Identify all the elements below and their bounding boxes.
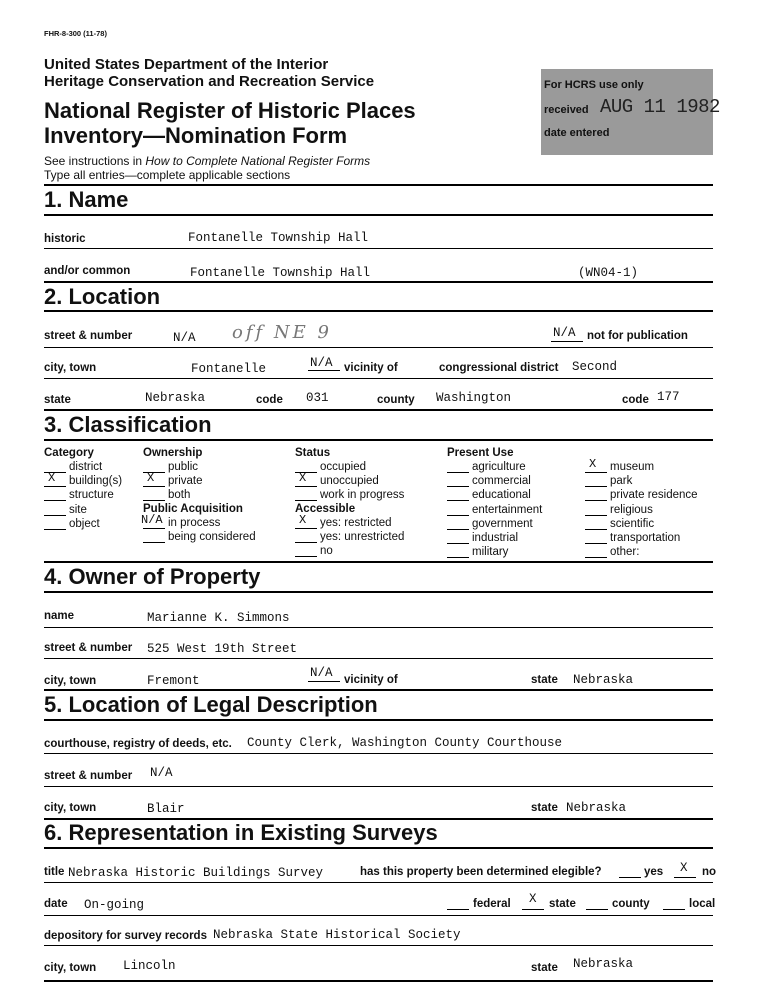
checkbox-blank <box>585 543 607 544</box>
checkbox-blank <box>447 543 469 544</box>
survey-date-label: date <box>44 898 68 910</box>
vicinity-label: vicinity of <box>344 362 398 374</box>
checkbox-blank <box>44 529 66 530</box>
checkbox-label: industrial <box>472 532 519 544</box>
classification-column-heading: Category <box>44 447 94 459</box>
checkbox-blank <box>585 529 607 530</box>
checkbox-blank <box>143 500 165 501</box>
section-5-heading: 5. Location of Legal Description <box>44 692 378 717</box>
legal-street-label: street & number <box>44 770 133 782</box>
checkbox-label: park <box>610 475 633 488</box>
checkbox-blank <box>447 472 469 473</box>
checkbox-blank <box>295 542 317 543</box>
checkbox-blank <box>447 486 469 487</box>
state-level-blank <box>522 909 544 910</box>
county-code-value: 177 <box>657 390 680 404</box>
owner-vicinity-mark: N/A <box>310 666 333 680</box>
instructions <box>44 154 370 168</box>
county-code-label: code <box>622 394 649 406</box>
vicinity-mark: N/A <box>310 356 333 370</box>
no-mark: X <box>680 861 688 875</box>
rule <box>44 310 713 312</box>
legal-state-label: state <box>531 802 558 814</box>
classification-column-heading: Ownership <box>143 447 203 459</box>
checkbox-blank <box>585 557 607 558</box>
survey-title-value: Nebraska Historic Buildings Survey <box>68 866 324 880</box>
hcrs-stamp-box <box>541 69 720 155</box>
checkbox-mark: X <box>147 471 155 486</box>
code-value: 031 <box>306 391 329 405</box>
checkbox-blank <box>585 500 607 501</box>
checkbox-blank <box>44 486 66 487</box>
checkbox-label: private <box>168 475 203 488</box>
checkbox-label: unoccupied <box>320 475 379 488</box>
rule <box>44 248 713 249</box>
county-level-blank <box>586 909 608 910</box>
owner-vicinity-blank <box>308 681 340 682</box>
local-level-blank <box>663 909 685 910</box>
common-label: and/or common <box>44 265 131 277</box>
federal-label: federal <box>473 898 511 910</box>
checkbox-blank <box>143 486 165 487</box>
survey-state-label: state <box>531 962 558 974</box>
checkbox-blank <box>585 472 607 473</box>
checkbox-label: educational <box>472 489 531 502</box>
owner-state-value: Nebraska <box>573 673 634 687</box>
checkbox-label: object <box>69 517 100 530</box>
form-title-line2: Inventory—Nomination Form <box>44 123 348 148</box>
checkbox-label: other: <box>610 546 640 559</box>
checkbox-label: public <box>168 461 199 473</box>
owner-state-label: state <box>531 674 558 686</box>
rule <box>44 882 713 883</box>
checkbox-label: entertainment <box>472 503 543 516</box>
classification-column-heading: Status <box>295 447 331 459</box>
county-level-label: county <box>612 898 650 910</box>
section-2-heading: 2. Location <box>44 284 161 309</box>
instructions-title: How to Complete National Register Forms <box>145 154 371 168</box>
no-label: no <box>702 866 717 878</box>
checkbox-blank <box>295 486 317 487</box>
section-3-heading: 3. Classification <box>44 412 212 437</box>
state-level-mark: X <box>529 892 537 906</box>
rule <box>44 689 713 691</box>
checkbox-label: structure <box>69 489 114 502</box>
rule <box>44 945 713 946</box>
county-label: county <box>377 394 415 406</box>
checkbox-blank <box>44 515 66 516</box>
rule <box>44 184 713 186</box>
historic-label: historic <box>44 233 86 245</box>
checkbox-blank <box>143 528 165 529</box>
classification-column-heading: Accessible <box>295 503 356 515</box>
checkbox-label: both <box>168 489 191 502</box>
rule <box>44 378 713 379</box>
survey-date-value: On-going <box>84 898 145 912</box>
checkbox-label: government <box>472 517 533 530</box>
state-level-label: state <box>549 898 576 910</box>
nfp-blank <box>551 341 583 342</box>
street-label: street & number <box>44 330 133 342</box>
rule <box>44 561 713 563</box>
checkbox-blank <box>585 515 607 516</box>
service-name: Heritage Conservation and Recreation Service <box>44 73 375 90</box>
legal-city-value: Blair <box>147 802 185 816</box>
no-blank <box>674 877 696 878</box>
checkbox-label: museum <box>610 461 655 473</box>
rule <box>44 627 713 628</box>
courthouse-label: courthouse, registry of deeds, etc. <box>44 738 232 750</box>
classification-column-heading: Present Use <box>447 447 514 459</box>
stamp-entered-label: date entered <box>544 127 610 139</box>
owner-street-value: 525 West 19th Street <box>147 642 298 656</box>
survey-state-value: Nebraska <box>573 957 634 971</box>
congressional-label: congressional district <box>439 362 559 374</box>
checkbox-mark: X <box>48 471 56 486</box>
checkbox-blank <box>44 500 66 501</box>
depository-label: depository for survey records <box>44 930 207 942</box>
owner-city-value: Fremont <box>147 674 200 688</box>
rule <box>44 753 713 754</box>
checkbox-mark: X <box>299 471 307 486</box>
street-handwritten: off NE 9 <box>232 322 332 343</box>
legal-state-value: Nebraska <box>566 801 627 815</box>
checkbox-label: private residence <box>610 489 698 502</box>
yes-blank <box>619 877 641 878</box>
checkbox-label: work in progress <box>320 489 405 502</box>
code-label: code <box>256 394 283 406</box>
city-label: city, town <box>44 362 97 374</box>
legal-street-value: N/A <box>150 766 173 780</box>
congressional-value: Second <box>572 360 618 374</box>
rule <box>44 915 713 916</box>
checkbox-label: site <box>69 503 87 516</box>
common-value: Fontanelle Township Hall <box>190 266 371 280</box>
rule <box>44 719 713 721</box>
county-value: Washington <box>436 391 512 405</box>
rule <box>44 980 713 982</box>
legal-city-label: city, town <box>44 802 97 814</box>
vicinity-blank <box>308 370 340 371</box>
courthouse-value: County Clerk, Washington County Courthouse <box>247 736 563 750</box>
rule <box>44 847 713 849</box>
city-value: Fontanelle <box>191 362 267 376</box>
department-name: United States Department of the Interior <box>44 56 329 73</box>
checkbox-label: commercial <box>472 475 531 488</box>
checkbox-blank <box>447 515 469 516</box>
checkbox-label: yes: restricted <box>320 517 392 529</box>
checkbox-mark: X <box>589 457 597 471</box>
yes-label: yes <box>644 866 664 878</box>
rule <box>44 786 713 787</box>
instructions-2: Type all entries—complete applicable sections <box>44 168 291 182</box>
eligible-label: has this property been determined elegible? <box>360 866 602 878</box>
checkbox-blank <box>143 542 165 543</box>
section-4-heading: 4. Owner of Property <box>44 564 261 589</box>
checkbox-label: agriculture <box>472 461 526 473</box>
survey-city-value: Lincoln <box>123 959 176 973</box>
checkbox-blank <box>447 557 469 558</box>
nfp-label: not for publication <box>587 330 688 342</box>
checkbox-blank <box>295 500 317 501</box>
survey-city-label: city, town <box>44 962 97 974</box>
instructions-prefix: See instructions in <box>44 154 146 168</box>
rule <box>44 439 713 441</box>
rule <box>44 409 713 411</box>
common-code: (WN04-1) <box>578 266 639 280</box>
state-label: state <box>44 394 71 406</box>
checkbox-label: district <box>69 461 103 473</box>
street-value: N/A <box>173 331 196 345</box>
checkbox-blank <box>447 529 469 530</box>
section-6-heading: 6. Representation in Existing Surveys <box>44 820 438 845</box>
checkbox-blank <box>585 486 607 487</box>
historic-value: Fontanelle Township Hall <box>188 231 369 245</box>
stamp-received-label: received <box>544 104 589 116</box>
checkbox-blank <box>447 500 469 501</box>
checkbox-label: being considered <box>168 531 256 544</box>
stamp-use-only: For HCRS use only <box>544 79 644 91</box>
checkbox-label: scientific <box>610 517 655 530</box>
form-title-line1: National Register of Historic Places <box>44 98 416 123</box>
owner-name-value: Marianne K. Simmons <box>147 611 290 625</box>
checkbox-label: transportation <box>610 532 681 544</box>
rule <box>44 281 713 283</box>
owner-city-label: city, town <box>44 675 97 687</box>
nfp-mark: N/A <box>553 326 576 340</box>
rule <box>44 591 713 593</box>
rule <box>44 347 713 348</box>
checkbox-label: religious <box>610 503 653 516</box>
depository-value: Nebraska State Historical Society <box>213 928 461 942</box>
checkbox-mark: X <box>299 513 307 527</box>
checkbox-mark: N/A <box>141 513 163 527</box>
rule <box>44 214 713 216</box>
owner-vicinity-label: vicinity of <box>344 674 398 686</box>
survey-title-label: title <box>44 866 65 878</box>
state-value: Nebraska <box>145 391 206 405</box>
checkbox-label: in process <box>168 517 221 529</box>
owner-name-label: name <box>44 610 75 622</box>
checkbox-label: occupied <box>320 461 367 473</box>
checkbox-blank <box>295 556 317 557</box>
section-1-heading: 1. Name <box>44 187 129 212</box>
owner-street-label: street & number <box>44 642 133 654</box>
local-level-label: local <box>689 898 716 910</box>
checkbox-label: building(s) <box>69 475 123 488</box>
checkbox-label: no <box>320 545 333 558</box>
checkbox-blank <box>295 528 317 529</box>
rule <box>44 658 713 659</box>
stamp-received-date: AUG 11 1982 <box>600 96 720 118</box>
form-id: FHR-8-300 (11-78) <box>44 29 107 38</box>
checkbox-label: military <box>472 546 509 559</box>
checkbox-label: yes: unrestricted <box>320 531 405 544</box>
classification-column-heading: Public Acquisition <box>143 503 243 515</box>
federal-blank <box>447 909 469 910</box>
